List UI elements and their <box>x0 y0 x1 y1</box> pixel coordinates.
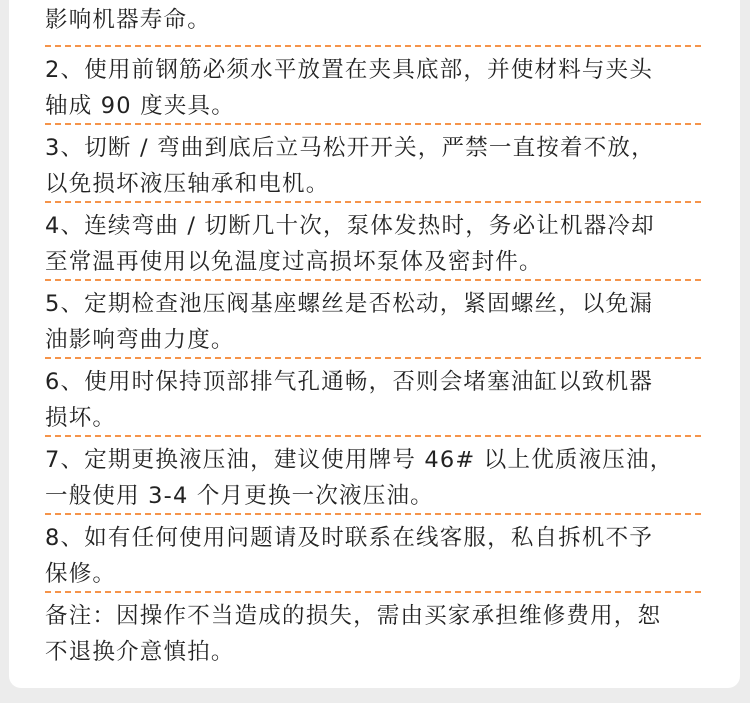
note-5 <box>45 364 707 436</box>
note-4-line-1: 5、定期检查池压阀基座螺丝是否松动，紧固螺丝，以免漏 <box>45 291 654 317</box>
note-1-line-1: 2、使用前钢筋必须水平放置在夹具底部，并使材料与夹头 <box>45 57 654 83</box>
divider <box>45 357 701 359</box>
note-remark-line-1: 备注：因操作不当造成的损失，需由买家承担维修费用，恕 <box>45 603 662 629</box>
note-1 <box>45 52 707 124</box>
divider <box>45 201 701 203</box>
note-4-line-2: 油影响弯曲力度。 <box>45 327 235 353</box>
note-5-line-1: 6、使用时保持顶部排气孔通畅，否则会堵塞油缸以致机器 <box>45 369 654 395</box>
note-6-line-2: 一般使用 3-4 个月更换一次液压油。 <box>45 483 434 509</box>
divider <box>45 279 701 281</box>
divider <box>45 591 701 593</box>
divider <box>45 435 701 437</box>
note-7-line-1: 8、如有任何使用问题请及时联系在线客服，私自拆机不予 <box>45 525 654 551</box>
note-remark-line-2: 不退换介意慎拍。 <box>45 639 235 665</box>
note-6 <box>45 442 707 514</box>
note-6-line-1: 7、定期更换液压油，建议使用牌号 46# 以上优质液压油， <box>45 447 674 473</box>
divider <box>45 513 701 515</box>
divider <box>45 123 701 125</box>
note-remark <box>45 598 707 670</box>
note-7 <box>45 520 707 592</box>
note-0 <box>45 2 707 38</box>
note-4 <box>45 286 707 358</box>
note-3-line-1: 4、连续弯曲 / 切断几十次，泵体发热时，务必让机器冷却 <box>45 213 655 239</box>
note-7-line-2: 保修。 <box>45 561 117 587</box>
note-2 <box>45 130 707 202</box>
note-3 <box>45 208 707 280</box>
note-2-line-2: 以免损坏液压轴承和电机。 <box>45 171 330 197</box>
divider <box>45 45 701 47</box>
note-1-line-2: 轴成 90 度夹具。 <box>45 93 235 119</box>
note-5-line-2: 损坏。 <box>45 405 117 431</box>
note-0-line-1: 影响机器寿命。 <box>45 7 211 33</box>
note-3-line-2: 至常温再使用以免温度过高损坏泵体及密封件。 <box>45 249 543 275</box>
note-2-line-1: 3、切断 / 弯曲到底后立马松开开关，严禁一直按着不放， <box>45 135 655 161</box>
